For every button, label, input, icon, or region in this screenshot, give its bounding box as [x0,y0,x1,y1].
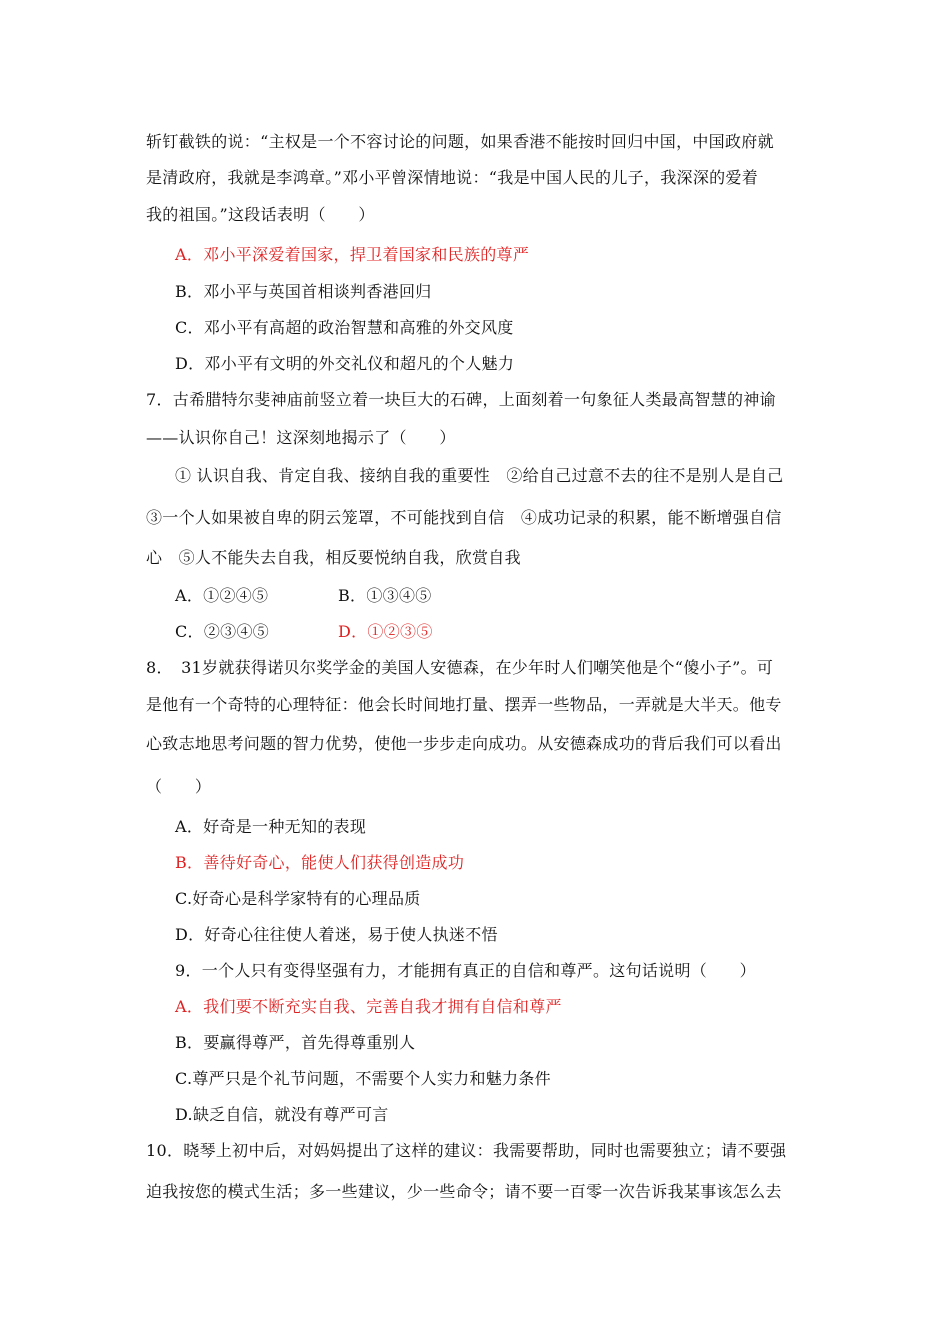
q6-option-b: B．邓小平与英国首相谈判香港回归 [175,282,432,301]
q6-option-a-answer: A．邓小平深爱着国家，捍卫着国家和民族的尊严 [175,245,530,264]
q6-stem-line-1: 斩钉截铁的说：“主权是一个不容讨论的问题，如果香港不能按时回归中国，中国政府就 [146,132,774,151]
q7-stem-line-2: ——认识你自己！这深刻地揭示了（ ） [146,428,456,447]
q9-option-d: D.缺乏自信，就没有尊严可言 [175,1105,389,1124]
q8-stem-line-4: （ ） [146,777,212,796]
q9-option-a-answer: A．我们要不断充实自我、完善自我才拥有自信和尊严 [175,997,562,1016]
q7-statements-line-1: ① 认识自我、肯定自我、接纳自我的重要性 ②给自己过意不去的往不是别人是自己 [175,466,784,485]
q9-stem: 9．一个人只有变得坚强有力，才能拥有真正的自信和尊严。这句话说明（ ） [175,961,756,980]
q8-stem-line-2: 是他有一个奇特的心理特征：他会长时间地打量、摆弄一些物品，一弄就是大半天。他专 [146,695,782,714]
q8-option-b-answer: B．善待好奇心，能使人们获得创造成功 [175,853,465,872]
q8-option-c: C.好奇心是科学家特有的心理品质 [175,889,421,908]
q8-option-d: D．好奇心往往使人着迷，易于使人执迷不悟 [175,925,498,944]
q7-statements-line-3: 心 ⑤人不能失去自我，相反要悦纳自我，欣赏自我 [146,548,521,567]
q6-stem-line-2: 是清政府，我就是李鸿章。”邓小平曾深情地说：“我是中国人民的儿子，我深深的爱着 [146,168,759,187]
q10-stem-line-2: 迫我按您的模式生活；多一些建议，少一些命令；请不要一百零一次告诉我某事该怎么去 [146,1182,782,1201]
q10-stem-line-1: 10．晓琴上初中后，对妈妈提出了这样的建议：我需要帮助，同时也需要独立；请不要强 [146,1141,787,1160]
q8-stem-line-1: 8． 31岁就获得诺贝尔奖学金的美国人安德森，在少年时人们嘲笑他是个“傻小子”。可 [146,658,774,677]
q7-statements-line-2: ③一个人如果被自卑的阴云笼罩，不可能找到自信 ④成功记录的积累，能不断增强自信 [146,508,782,527]
q8-stem-line-3: 心致志地思考问题的智力优势，使他一步步走向成功。从安德森成功的背后我们可以看出 [146,734,782,753]
q7-stem-line-1: 7．古希腊特尔斐神庙前竖立着一块巨大的石碑，上面刻着一句象征人类最高智慧的神谕 [146,390,776,409]
q6-option-c: C．邓小平有高超的政治智慧和高雅的外交风度 [175,318,514,337]
q7-option-d-answer: D．①②③⑤ [338,622,433,641]
q7-options-row-1 [175,586,432,606]
q9-option-b: B．要赢得尊严，首先得尊重别人 [175,1033,416,1052]
q6-option-d: D．邓小平有文明的外交礼仪和超凡的个人魅力 [175,354,515,373]
q7-options-row-2 [175,622,433,642]
q6-stem-line-3: 我的祖国。”这段话表明（ ） [146,205,375,224]
q7-option-a: A．①②④⑤ [175,586,269,605]
q8-option-a: A．好奇是一种无知的表现 [175,817,367,836]
q7-option-c: C．②③④⑤ [175,622,270,641]
q9-option-c: C.尊严只是个礼节问题，不需要个人实力和魅力条件 [175,1069,551,1088]
q7-option-b: B．①③④⑤ [338,586,432,605]
